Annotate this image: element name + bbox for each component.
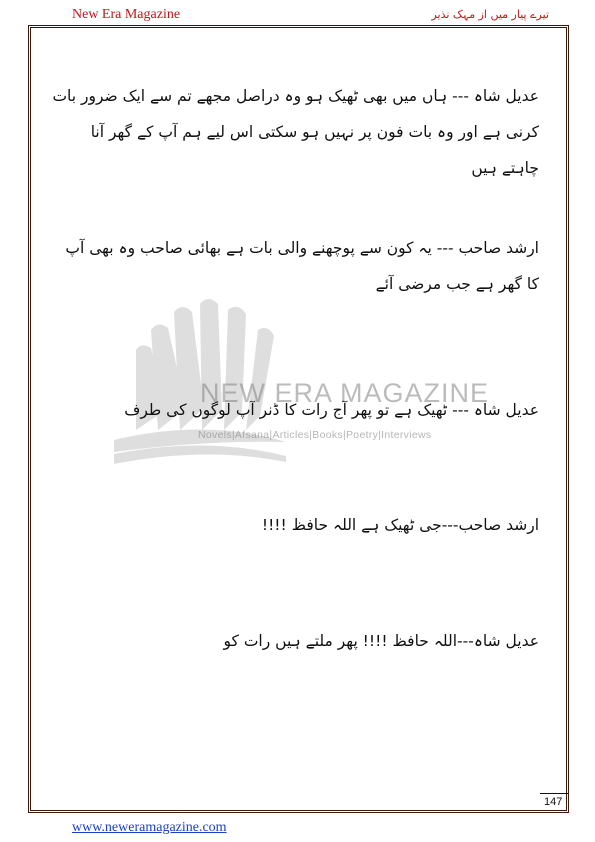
watermark-title: NEW ERA MAGAZINE [200, 378, 490, 408]
story-author-header: تیرے پیار میں از مہک نذیر [431, 8, 549, 21]
dialogue-paragraph: عدیل شاہ---اللہ حافظ !!!! پھر ملتے ہیں رات کو [223, 632, 539, 650]
watermark-subtitle: Novels|Afsana|Articles|Books|Poetry|Interviews [198, 429, 432, 441]
page-number: 147 [544, 796, 563, 808]
dialogue-paragraph: ارشد صاحب---جی ٹھیک ہے اللہ حافظ !!!! [261, 516, 539, 534]
dialogue-paragraph: عدیل شاہ --- ہاں میں بھی ٹھیک ہو وہ دراصل مجھے تم سے ایک ضرور بات کرنی ہے اور وہ بات فون پر نہیں ہو سکتی اس لیے ہم آپ کے گھر آنا چاہتے ہیں [52, 87, 539, 177]
dialogue-paragraph: ارشد صاحب --- یہ کون سے پوچھنے والی بات ہے بھائی صاحب وہ بھی آپ کا گھر ہے جب مرضی آئے [65, 239, 539, 293]
dialogue-paragraph: عدیل شاہ --- ٹھیک ہے تو پھر آج رات کا ڈنر آپ لوگوں کی طرف [124, 401, 539, 419]
page-number-rule [540, 793, 568, 794]
footer-link[interactable]: www.neweramagazine.com [72, 820, 227, 835]
magazine-name: New Era Magazine [72, 7, 181, 22]
